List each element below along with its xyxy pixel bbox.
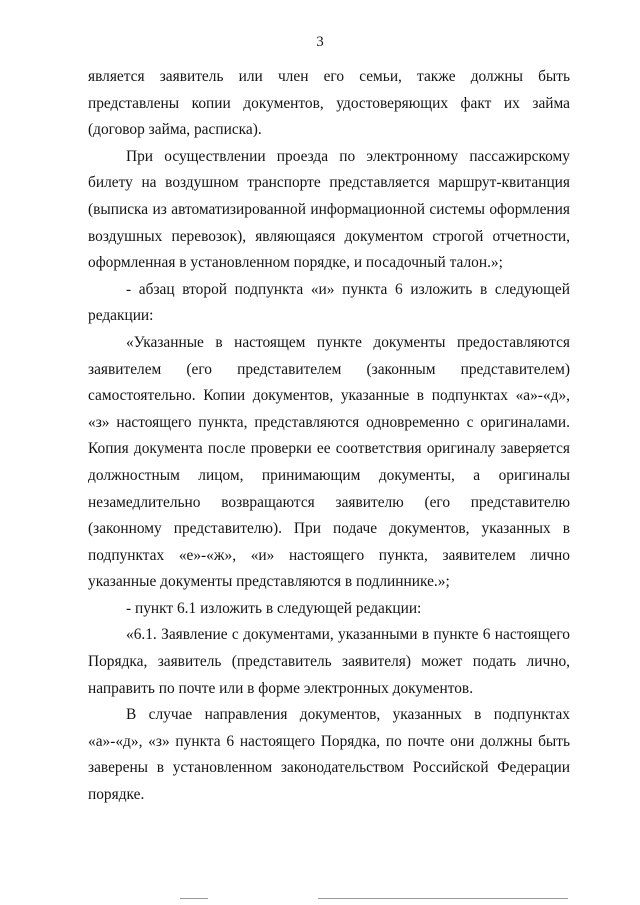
footer-rule-left [180, 898, 208, 899]
paragraph-6-1-text: «6.1. Заявление с документами, указанными в пункте 6 настоящего Порядка, заявитель (представитель заявителя) может подать лично, направить по почте или в форме электронных документов. [88, 626, 570, 697]
document-body [88, 64, 570, 809]
page-number: 3 [316, 34, 324, 50]
paragraph-amendment-6-1: - пункт 6.1 изложить в следующей редакции: [126, 599, 422, 617]
paragraph-amendment-6i: - абзац второй подпункта «и» пункта 6 изложить в следующей редакции: [88, 280, 570, 325]
footer-rule-right [318, 898, 568, 899]
paragraph-mail-certification: В случае направления документов, указанных в подпунктах «а»-«д», «з» пункта 6 настоящего Порядка, по почте они должны быть заверены в установленном законодательством Российской Федерации порядке. [88, 706, 570, 804]
paragraph-air-ticket: При осуществлении проезда по электронному пассажирскому билету на воздушном транспорте представляется маршрут-квитанция (выписка из автоматизированной информационной системы оформления воздушных перевозок), являющаяся документом строгой отчетности, оформленная в установленном порядке, и посадочный талон.»; [88, 147, 570, 272]
paragraph-documents-provided: «Указанные в настоящем пункте документы предоставляются заявителем (его представителем (законным представителем) самостоятельно. Копии документов, указанные в подпунктах «а»-«д», «з» настоящего пункта, представляются одновременно с оригиналами. Копия документа после проверки ее соответствия оригиналу заверяется должностным лицом, принимающим документы, а оригиналы незамедлительно возвращаются заявителю (его представителю (законному представителю). При подаче документов, указанных в подпунктах «е»-«ж», «и» настоящего пункта, заявителем лично указанные документы представляются в подлиннике.»; [88, 333, 570, 591]
paragraph-continuation: является заявитель или член его семьи, также должны быть представлены копии документов, удостоверяющих факт их займа (договор займа, расписка). [88, 68, 570, 139]
